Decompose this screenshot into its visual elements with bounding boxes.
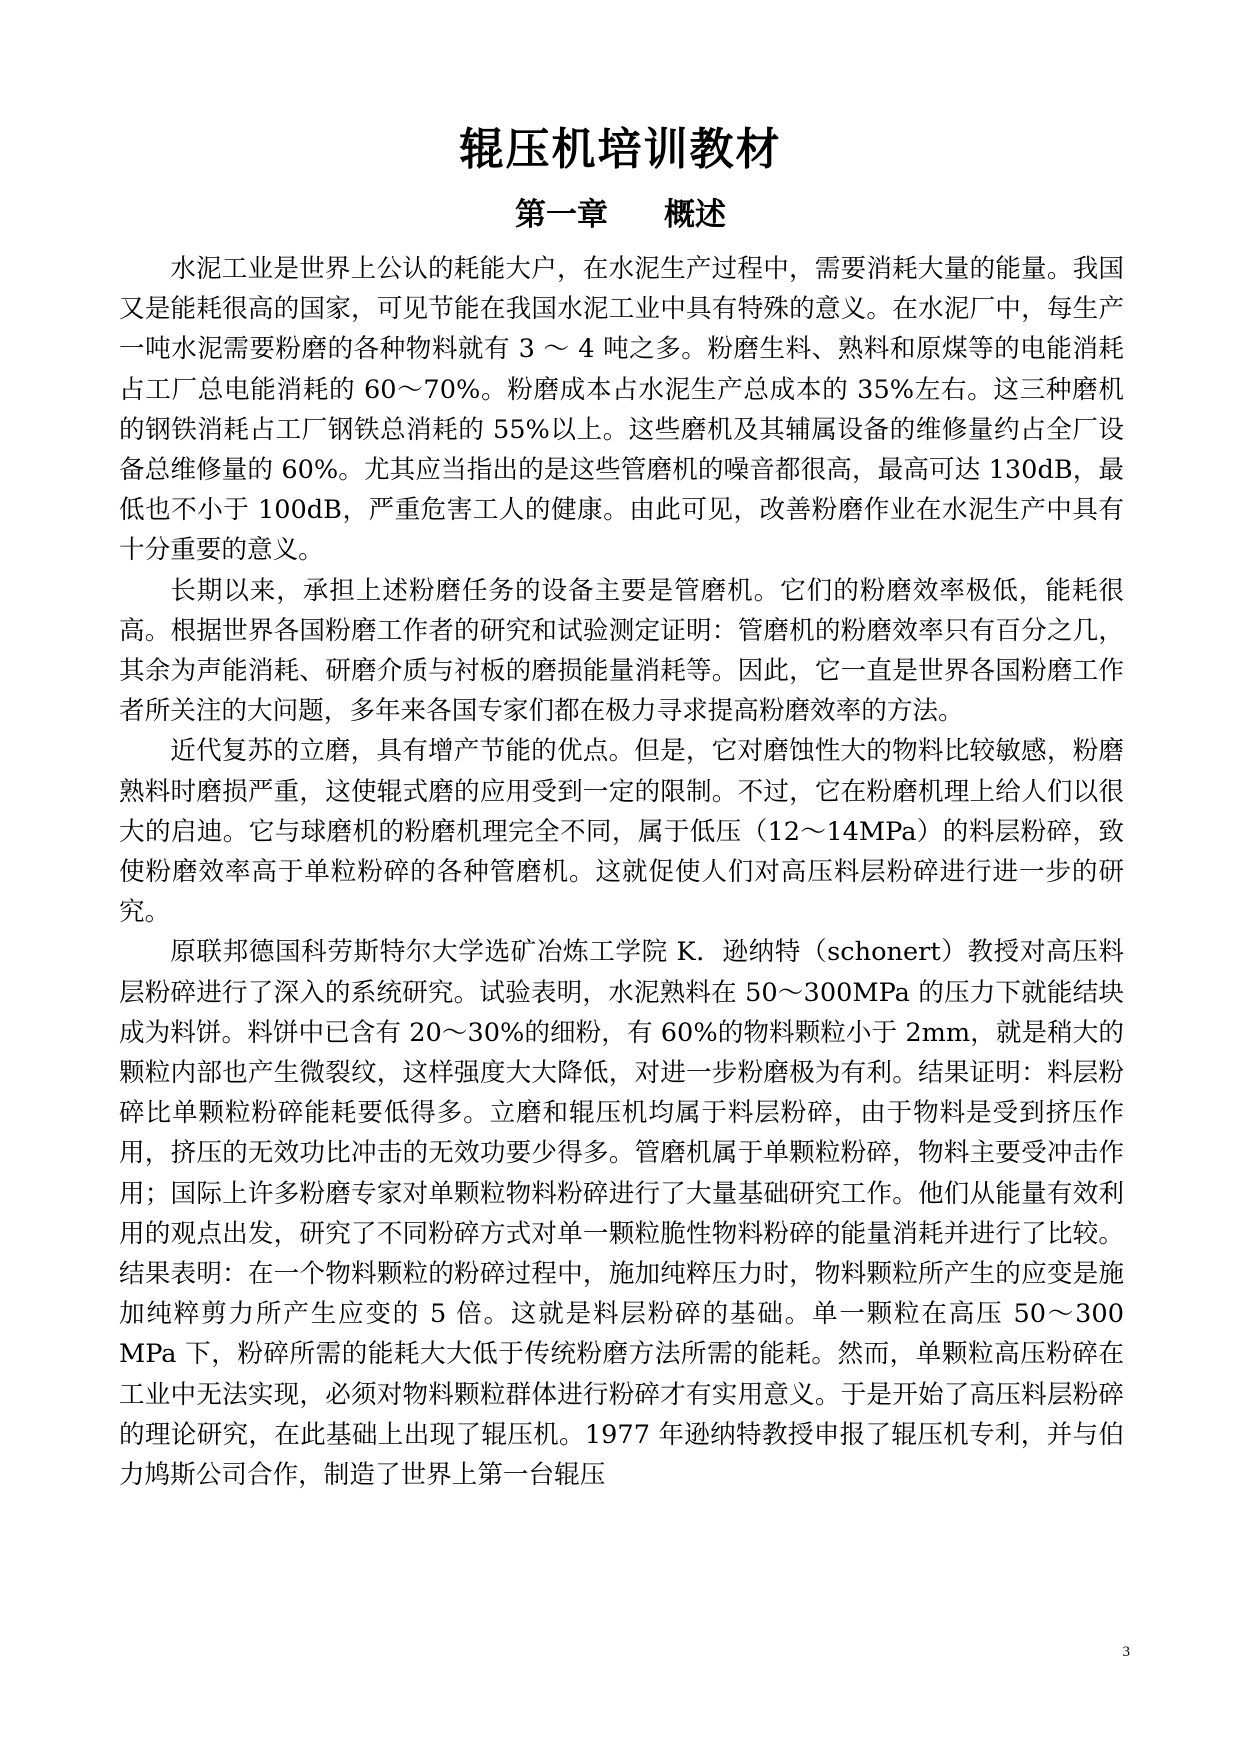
chapter-title: 概述: [664, 197, 726, 233]
body-text: [119, 249, 1124, 1495]
paragraph-3: 近代复苏的立磨，具有增产节能的优点。但是，它对磨蚀性大的物料比较敏感，粉磨熟料时磨损严重，这使辊式磨的应用受到一定的限制。不过，它在粉磨机理上给人们以很大的启迪。它与球磨机的粉磨机理完全不同，属于低压（12～14MPa）的料层粉碎，致使粉磨效率高于单粒粉碎的各种管磨机。这就促使人们对高压料层粉碎进行进一步的研究。: [119, 736, 1124, 928]
paragraph-2: 长期以来，承担上述粉磨任务的设备主要是管磨机。它们的粉磨效率极低，能耗很高。根据世界各国粉磨工作者的研究和试验测定证明：管磨机的粉磨效率只有百分之几，其余为声能消耗、研磨介质与衬板的磨损能量消耗等。因此，它一直是世界各国粉磨工作者所关注的大问题，多年来各国专家们都在极力寻求提高粉磨效率的方法。: [119, 575, 1124, 727]
paragraph-4: 原联邦德国科劳斯特尔大学选矿冶炼工学院 K．逊纳特（schonert）教授对高压料层粉碎进行了深入的系统研究。试验表明，水泥熟料在 50～300MPa 的压力下就能结块成为料饼。料饼中已含有 20～30%的细粉，有 60%的物料颗粒小于 2mm，就是稍大的颗粒内部也产生微裂纹，这样强度大大降低，对进一步粉磨极为有利。结果证明：料层粉碎比单颗粒粉碎能耗要低得多。立磨和辊压机均属于料层粉碎，由于物料是受到挤压作用，挤压的无效功比冲击的无效功要少得多。管磨机属于单颗粒粉碎，物料主要受冲击作用；国际上许多粉磨专家对单颗粒物料粉碎进行了大量基础研究工作。他们从能量有效利用的观点出发，研究了不同粉碎方式对单一颗粒脆性物料粉碎的能量消耗并进行了比较。结果表明：在一个物料颗粒的粉碎过程中，施加纯粹压力时，物料颗粒所产生的应变是施加纯粹剪力所产生应变的 5 倍。这就是料层粉碎的基础。单一颗粒在高压 50～300 MPa 下，粉碎所需的能耗大大低于传统粉磨方法所需的能耗。然而，单颗粒高压粉碎在工业中无法实现，必须对物料颗粒群体进行粉碎才有实用意义。于是开始了高压料层粉碎的理论研究，在此基础上出现了辊压机。1977 年逊纳特教授申报了辊压机专利，并与伯力鸠斯公司合作，制造了世界上第一台辊压: [119, 937, 1124, 1491]
page-number: 3: [1122, 1644, 1130, 1660]
chapter-heading: [0, 193, 1241, 237]
paragraph-1: 水泥工业是世界上公认的耗能大户，在水泥生产过程中，需要消耗大量的能量。我国又是能耗很高的国家，可见节能在我国水泥工业中具有特殊的意义。在水泥厂中，每生产一吨水泥需要粉磨的各种物料就有 3 ～ 4 吨之多。粉磨生料、熟料和原煤等的电能消耗占工厂总电能消耗的 60～70%。粉磨成本占水泥生产总成本的 35%左右。这三种磨机的钢铁消耗占工厂钢铁总消耗的 55%以上。这些磨机及其辅属设备的维修量约占全厂设备总维修量的 60%。尤其应当指出的是这些管磨机的噪音都很高，最高可达 130dB，最低也不小于 100dB，严重危害工人的健康。由此可见，改善粉磨作业在水泥生产中具有十分重要的意义。: [119, 254, 1124, 566]
chapter-number: 第一章: [515, 197, 608, 233]
page-title: 辊压机培训教材: [459, 124, 782, 175]
